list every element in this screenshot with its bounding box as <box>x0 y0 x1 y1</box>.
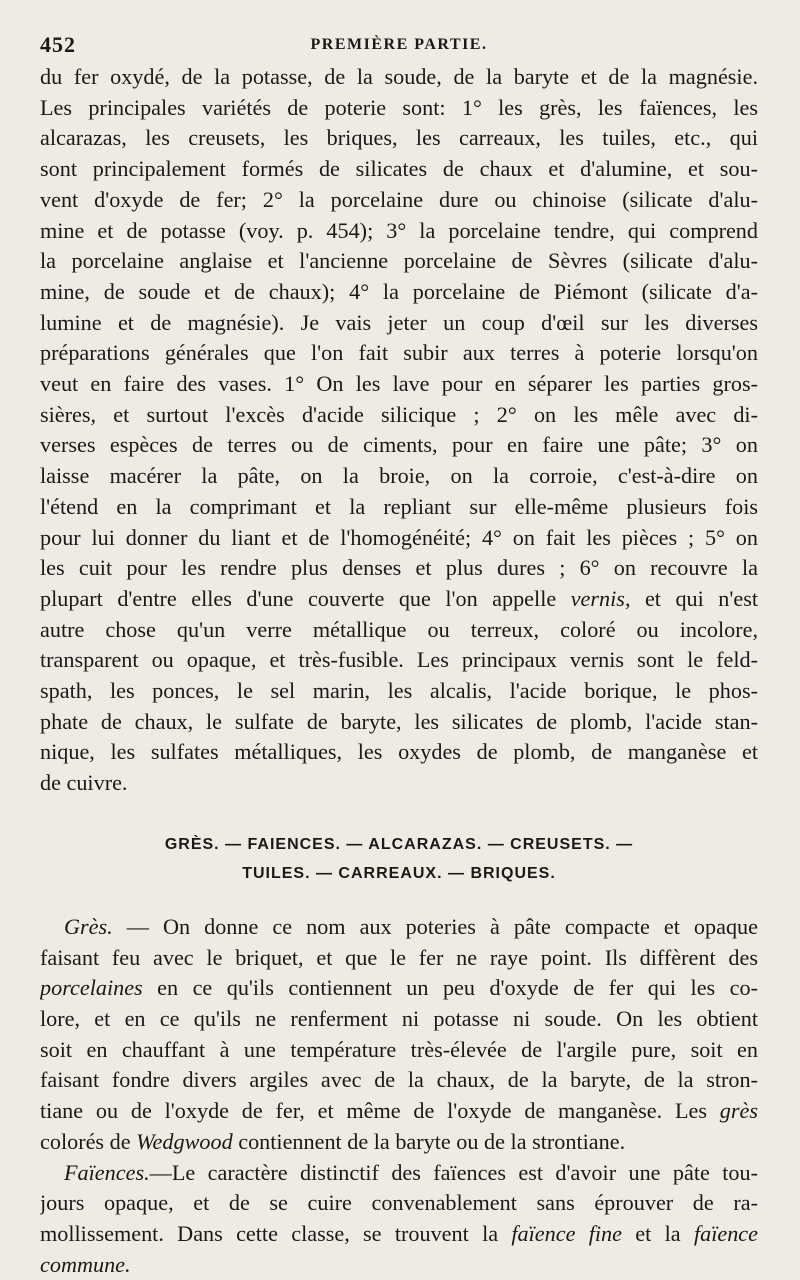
text-segment: et la <box>622 1221 694 1246</box>
text-segment: en ce qu'ils contiennent un peu d'oxyde de fer qui les co- <box>143 975 758 1000</box>
text-line: transparent ou opaque, et très-fusible. Les principaux vernis sont le feld- <box>40 645 758 676</box>
text-line <box>40 1250 758 1280</box>
italic-lead-gres: Grès. <box>64 914 113 939</box>
text-line: phate de chaux, le sulfate de baryte, les silicates de plomb, l'acide stan- <box>40 707 758 738</box>
paragraph-poterie-varieties <box>40 62 758 799</box>
text-line: sont principalement formés de silicates de chaux et d'alumine, et sou- <box>40 154 758 185</box>
section-heading-line: TUILES. — CARREAUX. — BRIQUES. <box>40 859 758 888</box>
text-line: spath, les ponces, le sel marin, les alcalis, l'acide borique, le phos- <box>40 676 758 707</box>
text-line: verses espèces de terres ou de ciments, pour en faire une pâte; 3° on <box>40 430 758 461</box>
paragraph-gres <box>40 912 758 1158</box>
text-segment: , et qui n'est <box>625 586 758 611</box>
running-title: PREMIÈRE PARTIE. <box>40 36 758 54</box>
text-segment: mollissement. Dans cette classe, se trouvent la <box>40 1221 511 1246</box>
text-line: Les principales variétés de poterie sont: 1° les grès, les faïences, les <box>40 93 758 124</box>
text-line <box>40 1219 758 1250</box>
paragraph-faiences <box>40 1158 758 1280</box>
text-line: mine, de soude et de chaux); 4° la porcelaine de Piémont (silicate d'a- <box>40 277 758 308</box>
text-segment: plupart d'entre elles d'une couverte que l'on appelle <box>40 586 556 611</box>
section-heading-line: GRÈS. — FAIENCES. — ALCARAZAS. — CREUSETS. — <box>40 830 758 859</box>
text-line: lore, et en ce qu'ils ne renferment ni potasse ni soude. On les obtient <box>40 1004 758 1035</box>
italic-term-porcelaines: porcelaines <box>40 975 143 1000</box>
text-segment: tiane ou de l'oxyde de fer, et même de l'oxyde de manganèse. Les <box>40 1098 720 1123</box>
section-heading <box>40 830 758 888</box>
text-line: autre chose qu'un verre métallique ou terreux, coloré ou incolore, <box>40 615 758 646</box>
running-head <box>40 26 758 62</box>
text-line: nique, les sulfates métalliques, les oxydes de plomb, de manganèse et <box>40 737 758 768</box>
text-line: laisse macérer la pâte, on la broie, on la corroie, c'est-à-dire on <box>40 461 758 492</box>
text-line: lumine et de magnésie). Je vais jeter un coup d'œil sur les diverses <box>40 308 758 339</box>
italic-lead-faiences: Faïences. <box>64 1160 150 1185</box>
text-line <box>40 1096 758 1127</box>
text-line: préparations générales que l'on fait subir aux terres à poterie lorsqu'on <box>40 338 758 369</box>
text-segment: contiennent de la baryte ou de la strontiane. <box>233 1129 625 1154</box>
text-line: pour lui donner du liant et de l'homogénéité; 4° on fait les pièces ; 5° on <box>40 523 758 554</box>
italic-term-faience: faïence <box>694 1221 758 1246</box>
text-line: jours opaque, et de se cuire convenablement sans éprouver de ra- <box>40 1188 758 1219</box>
text-line <box>40 912 758 943</box>
italic-term-wedgwood: Wedgwood <box>136 1129 233 1154</box>
italic-term-gres: grès <box>720 1098 758 1123</box>
italic-term-commune: commune. <box>40 1252 131 1277</box>
text-line: alcarazas, les creusets, les briques, les carreaux, les tuiles, etc., qui <box>40 123 758 154</box>
text-segment: —Le caractère distinctif des faïences est d'avoir une pâte tou- <box>150 1160 758 1185</box>
text-line <box>40 1127 758 1158</box>
text-line <box>40 973 758 1004</box>
italic-term-faience-fine: faïence fine <box>511 1221 622 1246</box>
text-line: veut en faire des vases. 1° On les lave pour en séparer les parties gros- <box>40 369 758 400</box>
text-line: les cuit pour les rendre plus denses et plus dures ; 6° on recouvre la <box>40 553 758 584</box>
text-line: mine et de potasse (voy. p. 454); 3° la porcelaine tendre, qui comprend <box>40 216 758 247</box>
text-line: faisant feu avec le briquet, et que le fer ne raye point. Ils diffèrent des <box>40 943 758 974</box>
text-line <box>40 1158 758 1189</box>
page-number: 452 <box>40 32 76 58</box>
text-line: la porcelaine anglaise et l'ancienne porcelaine de Sèvres (silicate d'alu- <box>40 246 758 277</box>
text-line: faisant fondre divers argiles avec de la chaux, de la baryte, de la stron- <box>40 1065 758 1096</box>
text-line: soit en chauffant à une température très-élevée de l'argile pure, soit en <box>40 1035 758 1066</box>
text-line: sières, et surtout l'excès d'acide silicique ; 2° on les mêle avec di- <box>40 400 758 431</box>
text-line: du fer oxydé, de la potasse, de la soude, de la baryte et de la magnésie. <box>40 62 758 93</box>
italic-term-vernis: vernis <box>571 586 625 611</box>
text-segment: colorés de <box>40 1129 136 1154</box>
text-line: l'étend en la comprimant et la repliant sur elle-même plusieurs fois <box>40 492 758 523</box>
text-line-vernis <box>40 584 758 615</box>
text-line: de cuivre. <box>40 768 758 799</box>
text-segment: — On donne ce nom aux poteries à pâte compacte et opaque <box>113 914 758 939</box>
text-line: vent d'oxyde de fer; 2° la porcelaine dure ou chinoise (silicate d'alu- <box>40 185 758 216</box>
